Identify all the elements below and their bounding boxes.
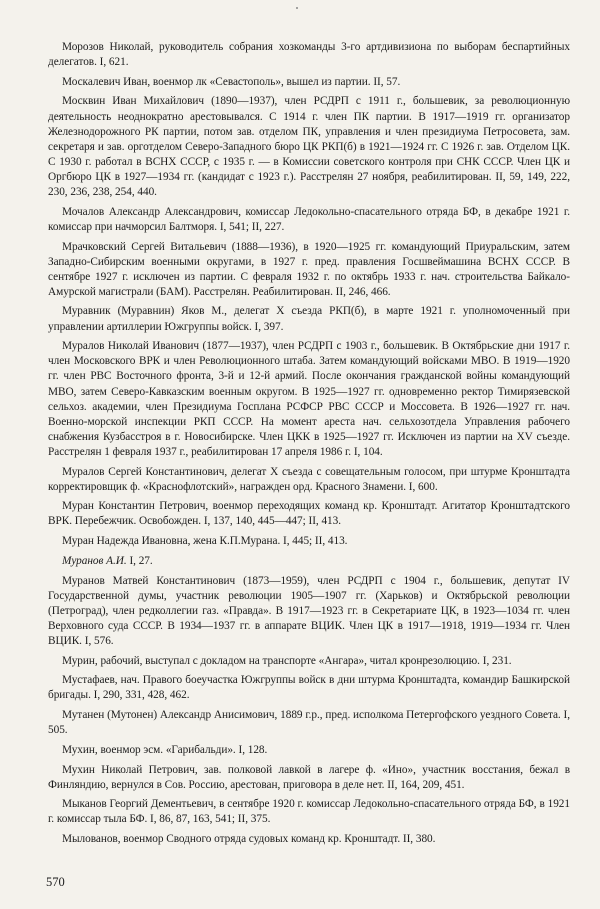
index-entry: Муран Константин Петрович, военмор переходящих команд кр. Кронштадт. Агитатор Кронштадтского ВРК. Перебежчик. Освобожден. I, 137, 140, 445—447; II, 413. [48,500,570,528]
index-entry: Муравник (Муравнин) Яков М., делегат X съезда РКП(б), в марте 1921 г. уполномоченный при управлении артиллерии Южгруппы войск. I, 397. [48,305,570,333]
scan-speck [296,7,298,9]
index-entry: Москвин Иван Михайлович (1890—1937), член РСДРП с 1911 г., большевик, за революционную деятельность неоднократно арестовывался. С 1914 г. член ПК партии. В 1917—1919 гг. организатор Железнодорожного РК партии, потом зав. отделом ПК, управления и член президиума Петросовета, зам. секретаря и зав. орготделом Северо-Западного бюро ЦК РКП(б) в 1921—1924 гг. С 1926 г. зав. Отделом ЦК. С 1930 г. работал в ВСНХ СССР, с 1935 г. — в Комиссии советского контроля при СНК СССР. Член ЦК и Оргбюро ЦК в 1927—1934 гг. (кандидат с 1923 г.). Расстрелян 27 ноября, реабилитирован. II, 59, 149, 222, 230, 236, 238, 254, 440. [48,95,570,199]
index-entry: Морозов Николай, руководитель собрания хозкоманды 3-го артдивизиона по выборам беспартийных делегатов. I, 621. [48,41,570,69]
index-entry-italic-name: Муранов А.И. [62,554,127,567]
index-entry: Мылованов, военмор Сводного отряда судовых команд кр. Кронштадт. II, 380. [62,833,436,846]
index-entry: Муралов Сергей Константинович, делегат X съезда с совещательным голосом, при штурме Кронштадта корректировщик ф. «Краснофлотский», награжден орд. Красного Знамени. I, 600. [48,465,570,493]
index-entry: Муралов Николай Иванович (1877—1937), член РСДРП с 1903 г., большевик. В Октябрьские дни 1917 г. член Московского ВРК и член Революционного штаба. Затем командующий войсками МВО. В 1919—1920 гг. член РВС Восточного фронта, 3-й и 12-й армий. После окончания гражданской войны командующий МВО, затем Северо-Кавказским военным округом. В 1925—1927 гг. одновременно ректор Тимирязевской сельхоз. академии, член Президиума Госплана РСФСР РВС СССР и Моссовета. В 1926—1927 гг. нач. Военно-морской инспекции РКП СССР. На момент ареста нач. сельхозотдела Управления рабочего снабжения Кузбасстроя в г. Новосибирске. Член ЦКК в 1925—1927 гг. Исключен из партии на XV съезде. Расстрелян 1 февраля 1937 г., реабилитирован 17 апреля 1986 г. I, 104. [48,340,570,458]
index-entry: Мухин, военмор эсм. «Гарибальди». I, 128. [62,743,268,756]
index-entry: Муран Надежда Ивановна, жена К.П.Мурана. I, 445; II, 413. [62,535,348,548]
index-entry: Москалевич Иван, военмор лк «Севастополь», вышел из партии. II, 57. [62,75,401,88]
index-entries [48,40,570,852]
index-entry-refs: I, 27. [126,554,153,567]
index-entry: Мутанен (Мутонен) Александр Анисимович, 1889 г.р., пред. исполкома Петергофского уездного Совета. I, 505. [48,709,570,737]
index-entry: Муранов Матвей Константинович (1873—1959), член РСДРП с 1904 г., большевик, депутат IV Государственной думы, участник революции 1905—1907 гг. (Харьков) и Октябрьской революции (Петроград), член редколлегии газ. «Правда». В 1917—1923 гг. в Секретариате ЦК, в 1923—1034 гг. член Верховного суда СССР. В 1934—1937 гг. в аппарате ВЦИК. Член ЦК в 1917—1918, 1919—1934 гг. Член ВЦИК. I, 576. [48,574,570,647]
index-entry: Мустафаев, нач. Правого боеучастка Южгруппы войск в дни штурма Кронштадта, командир Башкирской бригады. I, 290, 331, 428, 462. [48,674,570,702]
index-entry: Мухин Николай Петрович, зав. полковой лавкой в лагере ф. «Ино», участник восстания, бежал в Финляндию, вернулся в Сов. Россию, арестован, приговора в деле нет. II, 164, 209, 451. [48,763,570,791]
index-entry [48,554,570,569]
page-number: 570 [46,875,65,889]
index-entry: Мрачковский Сергей Витальевич (1888—1936), в 1920—1925 гг. командующий Приуральским, затем Западно-Сибирским военными округами, в 1927 г. пред. правления Госшвеймашина ВСНХ СССР. В сентябре 1927 г. исключен из партии. С февраля 1932 г. по октябрь 1933 г. нач. строительства Байкало-Амурской магистрали (БАМ). Расстрелян. Реабилитирован. II, 246, 466. [48,240,570,298]
index-entry: Мыканов Георгий Дементьевич, в сентябре 1920 г. комиссар Ледокольно-спасательного отряда БФ, в 1921 г. комиссар тыла БФ. I, 86, 87, 163, 541; II, 375. [48,798,570,826]
index-entry: Мурин, рабочий, выступал с докладом на транспорте «Ангара», читал кронрезолюцию. I, 231. [62,654,512,667]
index-entry: Мочалов Александр Александрович, комиссар Ледокольно-спасательного отряда БФ, в декабре 1921 г. комиссар при начморсил Балтморя. I, 541; II, 227. [48,205,570,233]
